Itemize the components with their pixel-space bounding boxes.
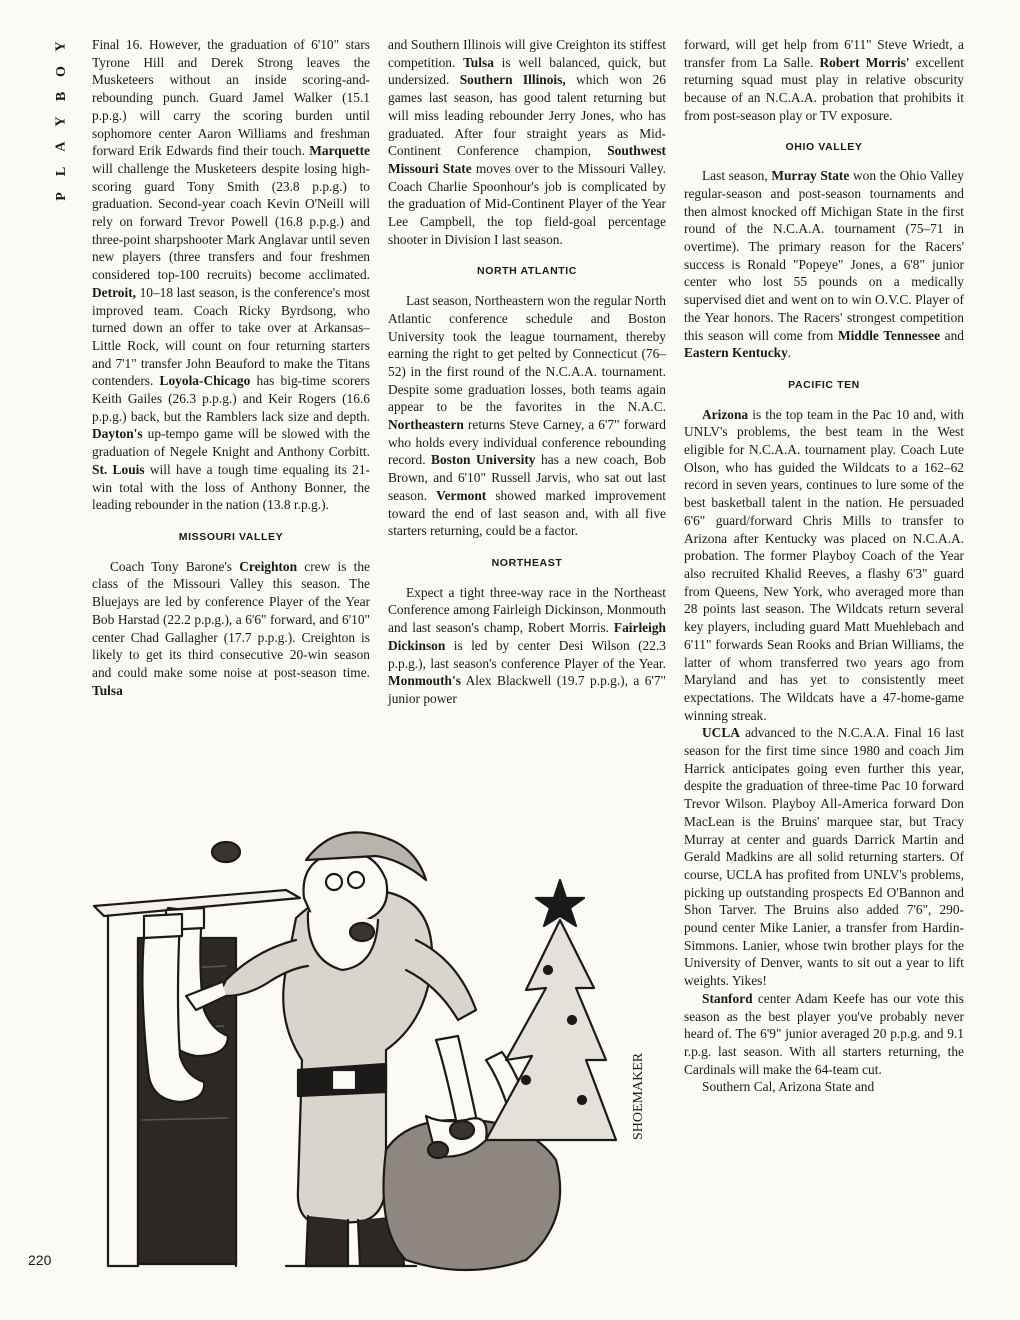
section-heading-missouri-valley: MISSOURI VALLEY <box>178 530 284 543</box>
bold-team-name: Creighton <box>239 558 298 574</box>
text-run: has a new coach, Bob Brown, and 6'10" Russell Jarvis, who sat out last season. <box>388 452 666 503</box>
text-run: will challenge the Musketeers despite losing high-scoring guard Tony Smith (23.8 p.p.g.) to graduation. Second-year coach Kevin O'Neill will rely on forward Trevor Powell (16.8 p.p.g.) and three-point sharpshooter Mark Anglavar until seven new players (three transfers and four freshmen considered top-100 recruits) become acclimated. <box>92 160 370 283</box>
bold-team-name: Detroit, <box>92 284 136 300</box>
text-run: Last season, <box>702 168 772 184</box>
text-run: . <box>787 345 792 361</box>
text-run: is well balanced, quick, but undersized. <box>388 54 666 88</box>
artist-signature: SHOEMAKER <box>631 1052 646 1140</box>
bold-team-name: Monmouth's <box>388 673 461 689</box>
text-run: advanced to the N.C.A.A. Final 16 last season for the first time since 1980 and coach Jim Harrick anticipates going even further this year, despite the graduation of three-time Pac 10 forward Trevor Wilson. Playboy All-America forward Don MacLean is the Bruins' marquee star, but Tracy Murray at center and guards Darrick Martin and Gerald Madkins are all solid returning starters. Of course, UCLA has profited from UNLV's problems, picking up outstanding prospects Ed O'Bannon and Shon Tarver. The Bruins also added 7'6", 290-pound center Mike Lanier, a transfer from Hardin-Simmons. Lanier, whose twin brother plays for the University of Denver, wants to sit out a year to lift weights. Yikes! <box>684 725 964 989</box>
logo-letter: O <box>53 65 69 77</box>
section-heading-ohio-valley: OHIO VALLEY <box>785 140 863 153</box>
text-run: crew is the class of the Missouri Valley this season. The Bluejays are led by conference Player of the Year Bob Harstad (22.2 p.p.g.), a 6'6" forward, and 6'10" center Chad Gallagher (17.7 p.p.g.). Creighton is likely to get its third consecutive 20-win season and could make some noise at post-season time. <box>92 558 370 680</box>
text-run: up-tempo game will be slowed with the graduation of Negele Knight and Anthony Corbitt. <box>92 426 370 460</box>
article-paragraph <box>92 558 370 700</box>
bold-team-name: Dayton's <box>92 426 143 442</box>
text-run: Coach Tony Barone's <box>110 558 240 574</box>
bold-team-name: Boston University <box>431 452 536 468</box>
bold-team-name: Southern Illinois, <box>459 72 566 88</box>
logo-letter: L <box>54 165 69 177</box>
text-run: will have a tough time equaling its 21-win total with the loss of Anthony Bonner, the leading rebounder in the nation (13.8 r.p.g.). <box>92 461 371 513</box>
bold-team-name: Vermont <box>436 487 487 503</box>
text-run: and Southern Illinois will give Creighton its stiffest competition. <box>388 37 666 70</box>
bold-team-name: Eastern Kentucky <box>684 345 788 361</box>
article-paragraph <box>684 36 964 125</box>
bold-team-name: Tulsa <box>92 682 123 698</box>
article-paragraph <box>684 1078 964 1096</box>
text-run: excellent returning squad must play in relative obscurity because of an N.C.A.A. probation that prohibits it from post-season play or TV exposure. <box>684 54 964 123</box>
logo-letter: Y <box>54 115 69 127</box>
logo-letter: B <box>54 90 69 102</box>
bold-team-name: Northeastern <box>388 417 464 433</box>
article-paragraph <box>684 167 964 362</box>
article-paragraph <box>684 724 964 990</box>
bold-team-name: St. Louis <box>92 461 145 477</box>
text-run: Alex Blackwell (19.7 p.p.g.), a 6'7" junior power <box>388 673 666 706</box>
text-run: Southern Cal, Arizona State and <box>702 1079 875 1095</box>
text-run: forward, will get help from 6'11" Steve Wriedt, a transfer from La Salle. <box>684 37 964 70</box>
section-heading-northeast: NORTHEAST <box>491 556 563 569</box>
bold-team-name: Stanford <box>702 990 753 1006</box>
article-paragraph <box>388 584 666 708</box>
text-run: 10–18 last season, is the conference's most improved team. Coach Ricky Byrdsong, who turned down an offer to take over at Arkansas–Little Rock, will count on four returning starters and 7'1" transfer John Beauford to make the Titans contenders. <box>92 284 370 389</box>
bold-team-name: Arizona <box>702 406 749 422</box>
text-run: moves over to the Missouri Valley. Coach Charlie Spoonhour's job is complicated by the graduation of Mid-Continent Player of the Year Lee Campbell, the top field-goal percentage shooter in Division I last season. <box>388 160 666 247</box>
column-3 <box>684 36 964 1096</box>
section-heading-pacific-ten: PACIFIC TEN <box>788 378 860 391</box>
text-run: showed marked improvement toward the end of last season and, with all five starters returning, could be a factor. <box>388 487 666 539</box>
article-paragraph <box>388 36 666 248</box>
column-2 <box>388 36 666 708</box>
text-run: Last season, Northeastern won the regular North Atlantic conference schedule and Boston University took the league tournament, thereby earning the right to get pelted by Connecticut (76–52) in the first round of the N.C.A.A. tournament. Despite some graduation losses, both teams again appear to be the favorites in the N.A.C. <box>388 293 666 415</box>
page-number: 220 <box>28 1252 52 1268</box>
bold-team-name: Loyola-Chicago <box>159 373 251 389</box>
bold-team-name: Southwest Missouri State <box>388 143 666 176</box>
bold-team-name: Tulsa <box>463 54 494 70</box>
text-run: is led by center Desi Wilson (22.3 p.p.g.), last season's conference Player of the Year. <box>388 637 666 671</box>
bold-team-name: Middle Tennessee <box>837 327 941 343</box>
logo-letter: Y <box>54 40 69 52</box>
text-run: center Adam Keefe has our vote this season as the best player you've probably never heard of. The 6'9" junior averaged 20 p.p.g. and 9.1 r.p.g. last season. With all starters returning, the Cardinals will make the 64-team cut. <box>684 990 964 1077</box>
column-1 <box>92 36 370 699</box>
section-heading-north-atlantic: NORTH ATLANTIC <box>477 265 577 278</box>
text-run: Expect a tight three-way race in the Northeast Conference among Fairleigh Dickinson, Monmouth and last season's champ, Robert Morris. <box>388 584 666 636</box>
article-paragraph <box>92 36 370 514</box>
text-run: Final 16. However, the graduation of 6'10" stars Tyrone Hill and Derek Strong leaves the Musketeers without an inside scoring-and-rebounding punch. Guard Jamel Walker (15.1 p.p.g.) will carry the scoring burden until sophomore center Aaron Williams and freshman forward Erik Edwards find their touch. <box>92 37 370 159</box>
text-run: has big-time scorers Keith Gailes (26.3 p.p.g.) and Keir Rogers (16.6 p.p.g.) back, but the Ramblers lack size and depth. <box>92 373 371 424</box>
text-run: which won 26 games last season, has good talent returning but will miss leading rebounder Jerry Jones, who has graduated. After four straight years as Mid-Continent Conference champion, <box>388 72 666 159</box>
article-paragraph <box>684 990 964 1079</box>
text-run: won the Ohio Valley regular-season and post-season tournaments and then almost knocked off Michigan State in the first round of the N.C.A.A. tournament (75–71 in overtime). The primary reason for the Racers' success is Ronald "Popeye" Jones, a 6'8" junior center who lost 55 pounds on a medically supervised diet and went on to win O.V.C. Player of the Year honors. The Racers' strongest competition this season will come from <box>684 168 964 343</box>
bold-team-name: Marquette <box>309 143 370 159</box>
bold-team-name: UCLA <box>702 725 740 741</box>
bold-team-name: Robert Morris' <box>819 54 910 70</box>
text-run: is the top team in the Pac 10 and, with UNLV's problems, the best team in the West eligible for N.C.A.A. tournament play. Coach Lute Olson, who has guided the Wildcats to a 162–62 record in seven years, continues to lure some of the best basketball talent in the nation. He persuaded 6'6" guard/forward Chris Mills to transfer to Arizona after Kentucky was placed on N.C.A.A. probation. The former Playboy Coach of the Year also recruited Khalid Reeves, a flashy 6'3" guard from Queens, New York, who averaged more than 28 points last season. The Wildcats return several key players, including guard Matt Muehlebach and 6'11" forwards Sean Rooks and Brian Williams, the latter of whom transferred two years ago from Maryland and has yet to consistently meet expectations. The Wildcats have a 47-home-game winning streak. <box>684 406 964 723</box>
bold-team-name: Murray State <box>771 168 850 184</box>
cartoon-drawing <box>86 820 672 1286</box>
article-paragraph <box>388 292 666 540</box>
logo-letter: P <box>54 191 69 201</box>
article-paragraph <box>684 406 964 725</box>
text-run: and <box>940 327 964 343</box>
text-run: returns Steve Carney, a 6'7" forward who holds every individual conference rebounding record. <box>388 417 666 468</box>
santa-cartoon-illustration <box>86 820 672 1286</box>
logo-letter: A <box>54 140 69 152</box>
playboy-vertical-logo <box>50 38 74 204</box>
bold-team-name: Fairleigh Dickinson <box>388 620 666 653</box>
